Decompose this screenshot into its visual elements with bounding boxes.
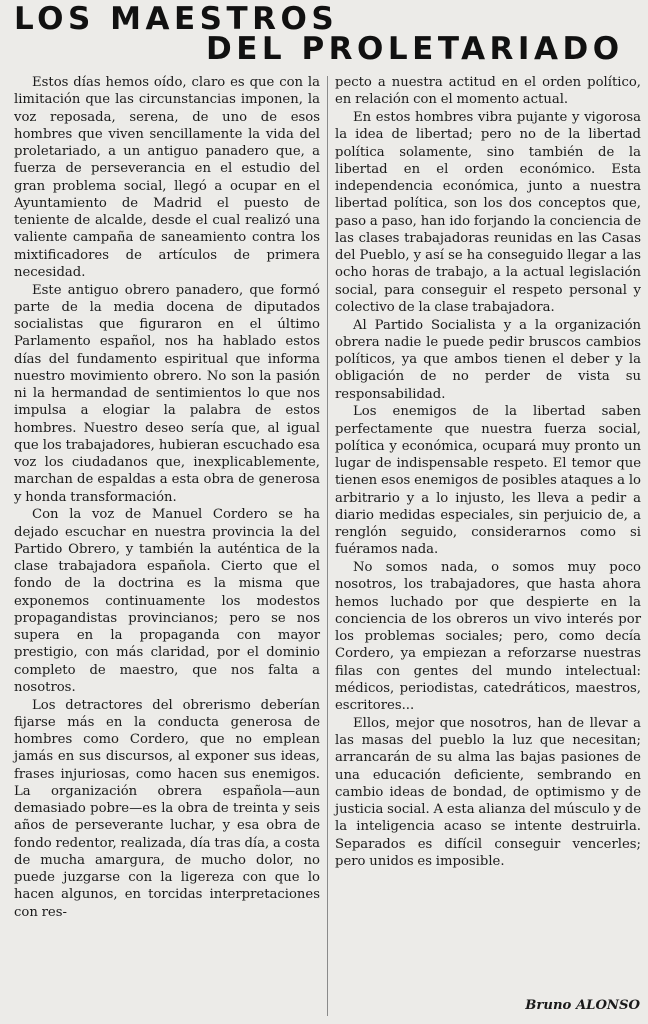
paragraph: Al Partido Socialista y a la organización obrera nadie le puede pedir bruscos cambios políticos, ya que ambos tienen el deber y la obligación de no perder de vista su responsabilidad.: [335, 317, 641, 402]
column-divider: [327, 76, 328, 1016]
paragraph: Los enemigos de la libertad saben perfectamente que nuestra fuerza social, política y económica, ocupará muy pronto un lugar de indispensable respeto. El temor que tienen esos enemigos de posibles ataques a lo arbitrario y a lo injusto, les lleva a pedir a diario medidas especiales, sin perjuicio de, a renglón seguido, considerarnos como si fuéramos nada.: [335, 404, 641, 558]
paragraph: Este antiguo obrero panadero, que formó parte de la media docena de diputados socialistas que figuraron en el último Parlamento español, nos ha hablado estos días del fundamento espiritual que informa nuestro movimiento obrero. No son la pasión ni la hermandad de sentimientos lo que nos impulsa a elogiar la palabra de estos hombres. Nuestro deseo sería que, al igual que los trabajadores, hubieran escuchado esa voz los ciudadanos que, inexplicablemente, marchan de espaldas a esta obra de generosa y honda transformación.: [14, 282, 320, 505]
right-column: [335, 74, 641, 1020]
author-signature: Bruno ALONSO: [525, 998, 640, 1013]
paragraph: Con la voz de Manuel Cordero se ha dejado escuchar en nuestra provincia la del Partido Obrero, y también la auténtica de la clase trabajadora española. Cierto que el fondo de la doctrina es la misma que exponemos continuamente los modestos propagandistas provincianos; pero se nos supera en la propaganda con mayor prestigio, con más claridad, por el dominio completo de maestro, que nos falta a nosotros.: [14, 507, 320, 695]
paragraph-continuation: pecto a nuestra actitud en el orden político, en relación con el momento actual.: [335, 75, 641, 108]
article-headline: [0, 0, 648, 72]
paragraph: En estos hombres vibra pujante y vigorosa la idea de libertad; pero no de la libertad política solamente, sino también de la libertad en el orden económico. Esta independencia económica, junto a nuestra libertad política, son los dos conceptos que, paso a paso, han ido forjando la conciencia de las clases trabajadoras reunidas en las Casas del Pueblo, y así se ha conseguido llegar a las ocho horas de trabajo, a la actual legislación social, para conseguir el respeto personal y colectivo de la clase trabajadora.: [335, 110, 641, 315]
left-column: [14, 74, 320, 1020]
paragraph: Los detractores del obrerismo deberían fijarse más en la conducta generosa de hombres como Cordero, que no emplean jamás en sus discursos, al exponer sus ideas, frases injuriosas, como hacen sus enemigos. La organización obrera española—aun demasiado pobre—es la obra de treinta y seis años de perseverante luchar, y esa obra de fondo redentor, realizada, día tras día, a costa de mucha amargura, de mucho dolor, no puede juzgarse con la ligereza con que lo hacen algunos, en torcidas interpretaciones con res-: [14, 697, 320, 920]
paragraph: No somos nada, o somos muy poco nosotros, los trabajadores, que hasta ahora hemos luchado por que despierte en la conciencia de los obreros un vivo interés por los problemas sociales; pero, como decía Cordero, ya empiezan a reforzarse nuestras filas con gentes del mundo intelectual: médicos, periodistas, catedráticos, maestros, escritores...: [335, 560, 641, 713]
headline-line-2: DEL PROLETARIADO: [206, 31, 624, 67]
headline-line-1: LOS MAESTROS: [14, 1, 339, 37]
paragraph: Ellos, mejor que nosotros, han de llevar a las masas del pueblo la luz que necesitan; arrancarán de su alma las bajas pasiones de una educación deficiente, sembrando en cambio ideas de bondad, de optimismo y de justicia social. A esta alianza del músculo y de la inteligencia acaso se intente destruirla. Separados es difícil conseguir vencerles; pero unidos es imposible.: [335, 715, 641, 869]
paragraph: Estos días hemos oído, claro es que con la limitación que las circunstancias imponen, la voz reposada, serena, de uno de esos hombres que viven sencillamente la vida del proletariado, a un antiguo panadero que, a fuerza de perseverancia en el estudio del gran problema social, llegó a ocupar en el Ayuntamiento de Madrid el puesto de teniente de alcalde, desde el cual realizó una valiente campaña de saneamiento contra los mixtificadores de artículos de primera necesidad.: [14, 75, 320, 280]
